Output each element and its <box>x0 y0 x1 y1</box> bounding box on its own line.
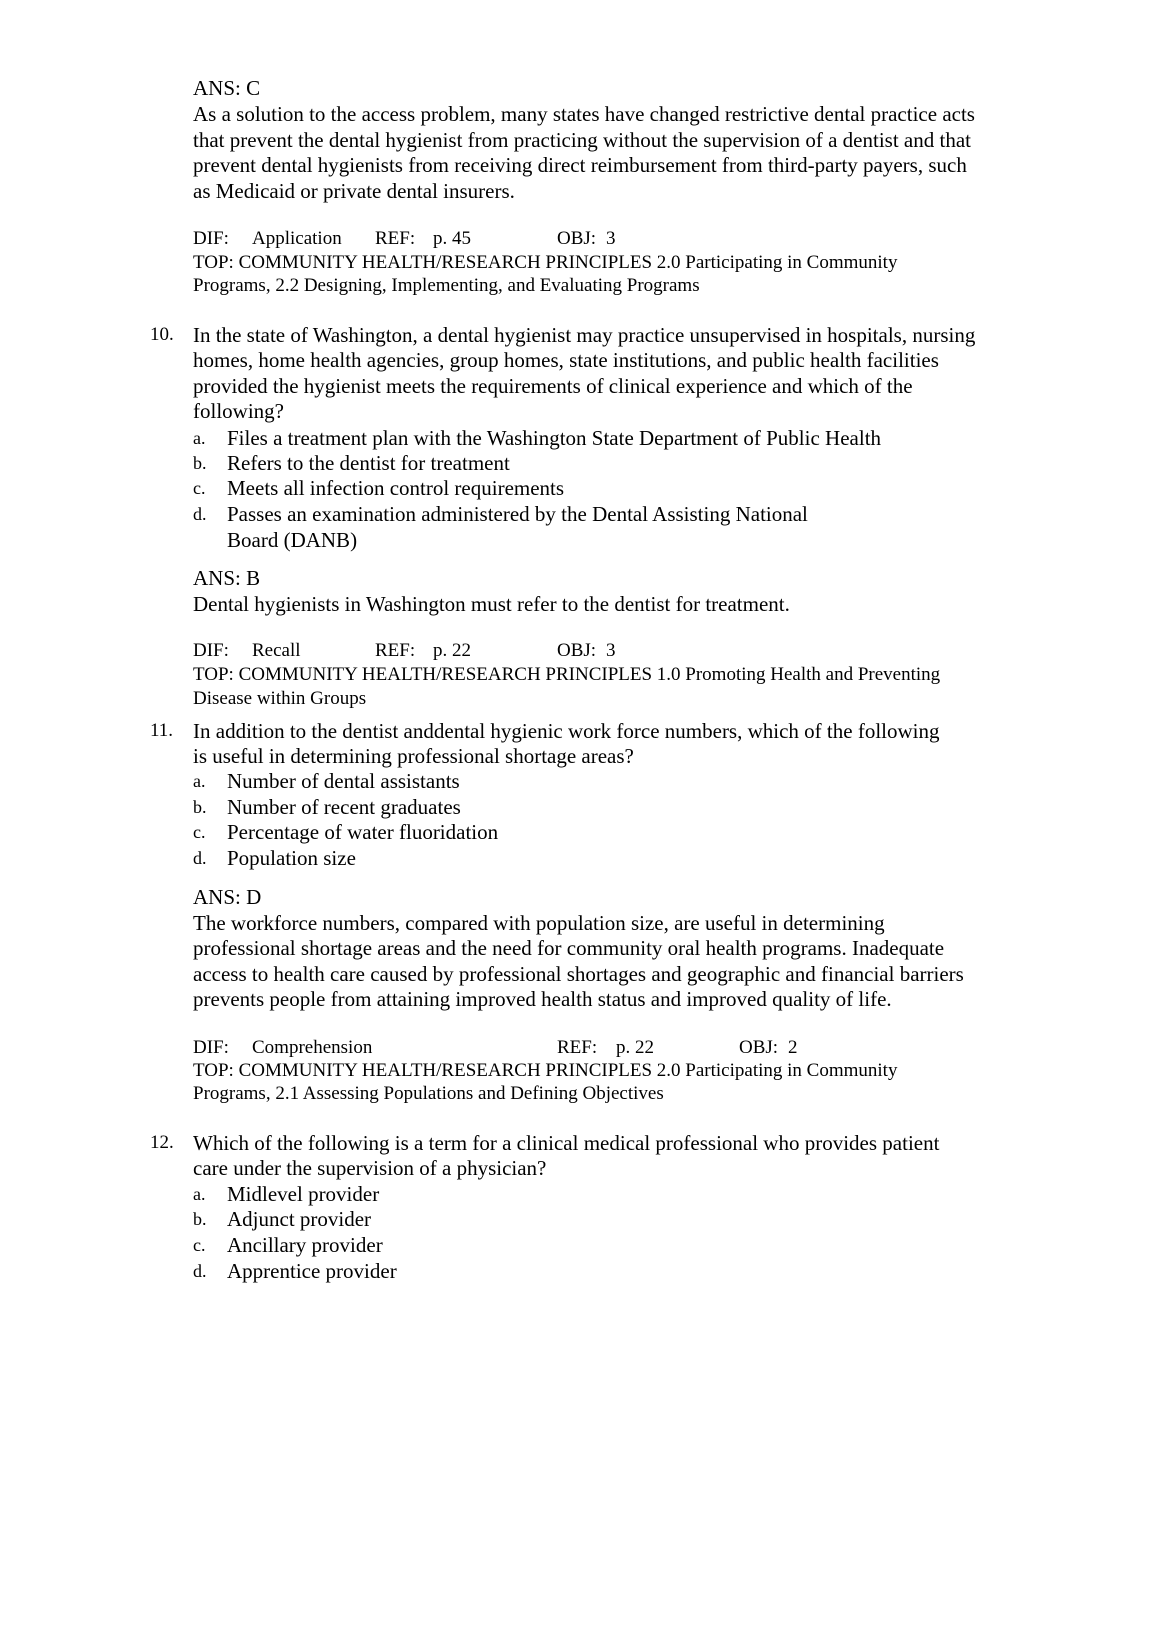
question-stem: homes, home health agencies, group homes, state institutions, and public health facilities <box>193 348 939 372</box>
dif-label: DIF: <box>193 640 229 661</box>
option-text: Midlevel provider <box>227 1182 380 1206</box>
rationale-line: prevents people from attaining improved health status and improved quality of life. <box>193 987 892 1011</box>
dif-value: Recall <box>252 640 301 661</box>
topic-line: TOP: COMMUNITY HEALTH/RESEARCH PRINCIPLES 2.0 Participating in Community <box>193 252 898 273</box>
option-letter: c. <box>193 822 206 842</box>
option-letter: a. <box>193 428 206 448</box>
question-stem: is useful in determining professional shortage areas? <box>193 744 634 768</box>
dif-label: DIF: <box>193 228 229 249</box>
option-letter: a. <box>193 1184 206 1204</box>
ref-label: REF: <box>375 640 416 661</box>
rationale-line: Dental hygienists in Washington must refer to the dentist for treatment. <box>193 592 790 616</box>
rationale-line: professional shortage areas and the need for community oral health programs. Inadequate <box>193 936 945 960</box>
option-text: Population size <box>227 846 356 870</box>
topic-line: TOP: COMMUNITY HEALTH/RESEARCH PRINCIPLES 2.0 Participating in Community <box>193 1060 898 1081</box>
answer-key: ANS: B <box>193 566 261 590</box>
question-stem: care under the supervision of a physician? <box>193 1156 547 1180</box>
topic-line: TOP: COMMUNITY HEALTH/RESEARCH PRINCIPLES 1.0 Promoting Health and Preventing <box>193 664 941 685</box>
rationale-line: as Medicaid or private dental insurers. <box>193 179 515 203</box>
ref-value: p. 22 <box>433 640 471 661</box>
topic-line: Disease within Groups <box>193 688 367 709</box>
topic-line: Programs, 2.2 Designing, Implementing, and Evaluating Programs <box>193 275 700 296</box>
option-text: Board (DANB) <box>227 528 358 552</box>
dif-value: Application <box>252 228 342 249</box>
dif-label: DIF: <box>193 1037 229 1058</box>
question-stem: In addition to the dentist anddental hygienic work force numbers, which of the following <box>193 719 940 743</box>
obj-label: OBJ: <box>557 640 597 661</box>
option-text: Ancillary provider <box>227 1233 383 1257</box>
question-stem: In the state of Washington, a dental hygienist may practice unsupervised in hospitals, nursing <box>193 323 976 347</box>
obj-value: 3 <box>606 228 616 249</box>
ref-label: REF: <box>557 1037 598 1058</box>
option-text: Adjunct provider <box>227 1207 372 1231</box>
rationale-line: that prevent the dental hygienist from practicing without the supervision of a dentist and that <box>193 128 971 152</box>
option-letter: d. <box>193 504 207 524</box>
option-text: Apprentice provider <box>227 1259 397 1283</box>
obj-value: 3 <box>606 640 616 661</box>
option-text: Number of recent graduates <box>227 795 461 819</box>
rationale-line: access to health care caused by professional shortages and geographic and financial barriers <box>193 962 964 986</box>
option-text: Passes an examination administered by the Dental Assisting National <box>227 502 808 526</box>
question-number: 10. <box>150 324 174 345</box>
option-text: Refers to the dentist for treatment <box>227 451 510 475</box>
option-letter: b. <box>193 797 207 817</box>
option-letter: a. <box>193 771 206 791</box>
question-stem: following? <box>193 399 284 423</box>
option-letter: c. <box>193 1235 206 1255</box>
question-stem: Which of the following is a term for a clinical medical professional who provides patient <box>193 1131 940 1155</box>
option-letter: d. <box>193 1261 207 1281</box>
option-text: Number of dental assistants <box>227 769 460 793</box>
ref-label: REF: <box>375 228 416 249</box>
option-letter: b. <box>193 453 207 473</box>
rationale-line: As a solution to the access problem, many states have changed restrictive dental practice acts <box>193 102 975 126</box>
option-letter: c. <box>193 478 206 498</box>
option-text: Meets all infection control requirements <box>227 476 565 500</box>
option-letter: d. <box>193 848 207 868</box>
option-text: Percentage of water fluoridation <box>227 820 499 844</box>
ref-value: p. 22 <box>616 1037 654 1058</box>
obj-label: OBJ: <box>739 1037 779 1058</box>
answer-key: ANS: D <box>193 885 262 909</box>
option-letter: b. <box>193 1209 207 1229</box>
question-stem: provided the hygienist meets the requirements of clinical experience and which of the <box>193 374 913 398</box>
dif-value: Comprehension <box>252 1037 373 1058</box>
question-number: 11. <box>150 720 174 741</box>
rationale-line: prevent dental hygienists from receiving direct reimbursement from third-party payers, such <box>193 153 967 177</box>
ref-value: p. 45 <box>433 228 471 249</box>
topic-line: Programs, 2.1 Assessing Populations and Defining Objectives <box>193 1083 664 1104</box>
question-number: 12. <box>150 1132 174 1153</box>
answer-key: ANS: C <box>193 76 261 100</box>
rationale-line: The workforce numbers, compared with population size, are useful in determining <box>193 911 885 935</box>
option-text: Files a treatment plan with the Washington State Department of Public Health <box>227 426 882 450</box>
obj-value: 2 <box>788 1037 798 1058</box>
obj-label: OBJ: <box>557 228 597 249</box>
